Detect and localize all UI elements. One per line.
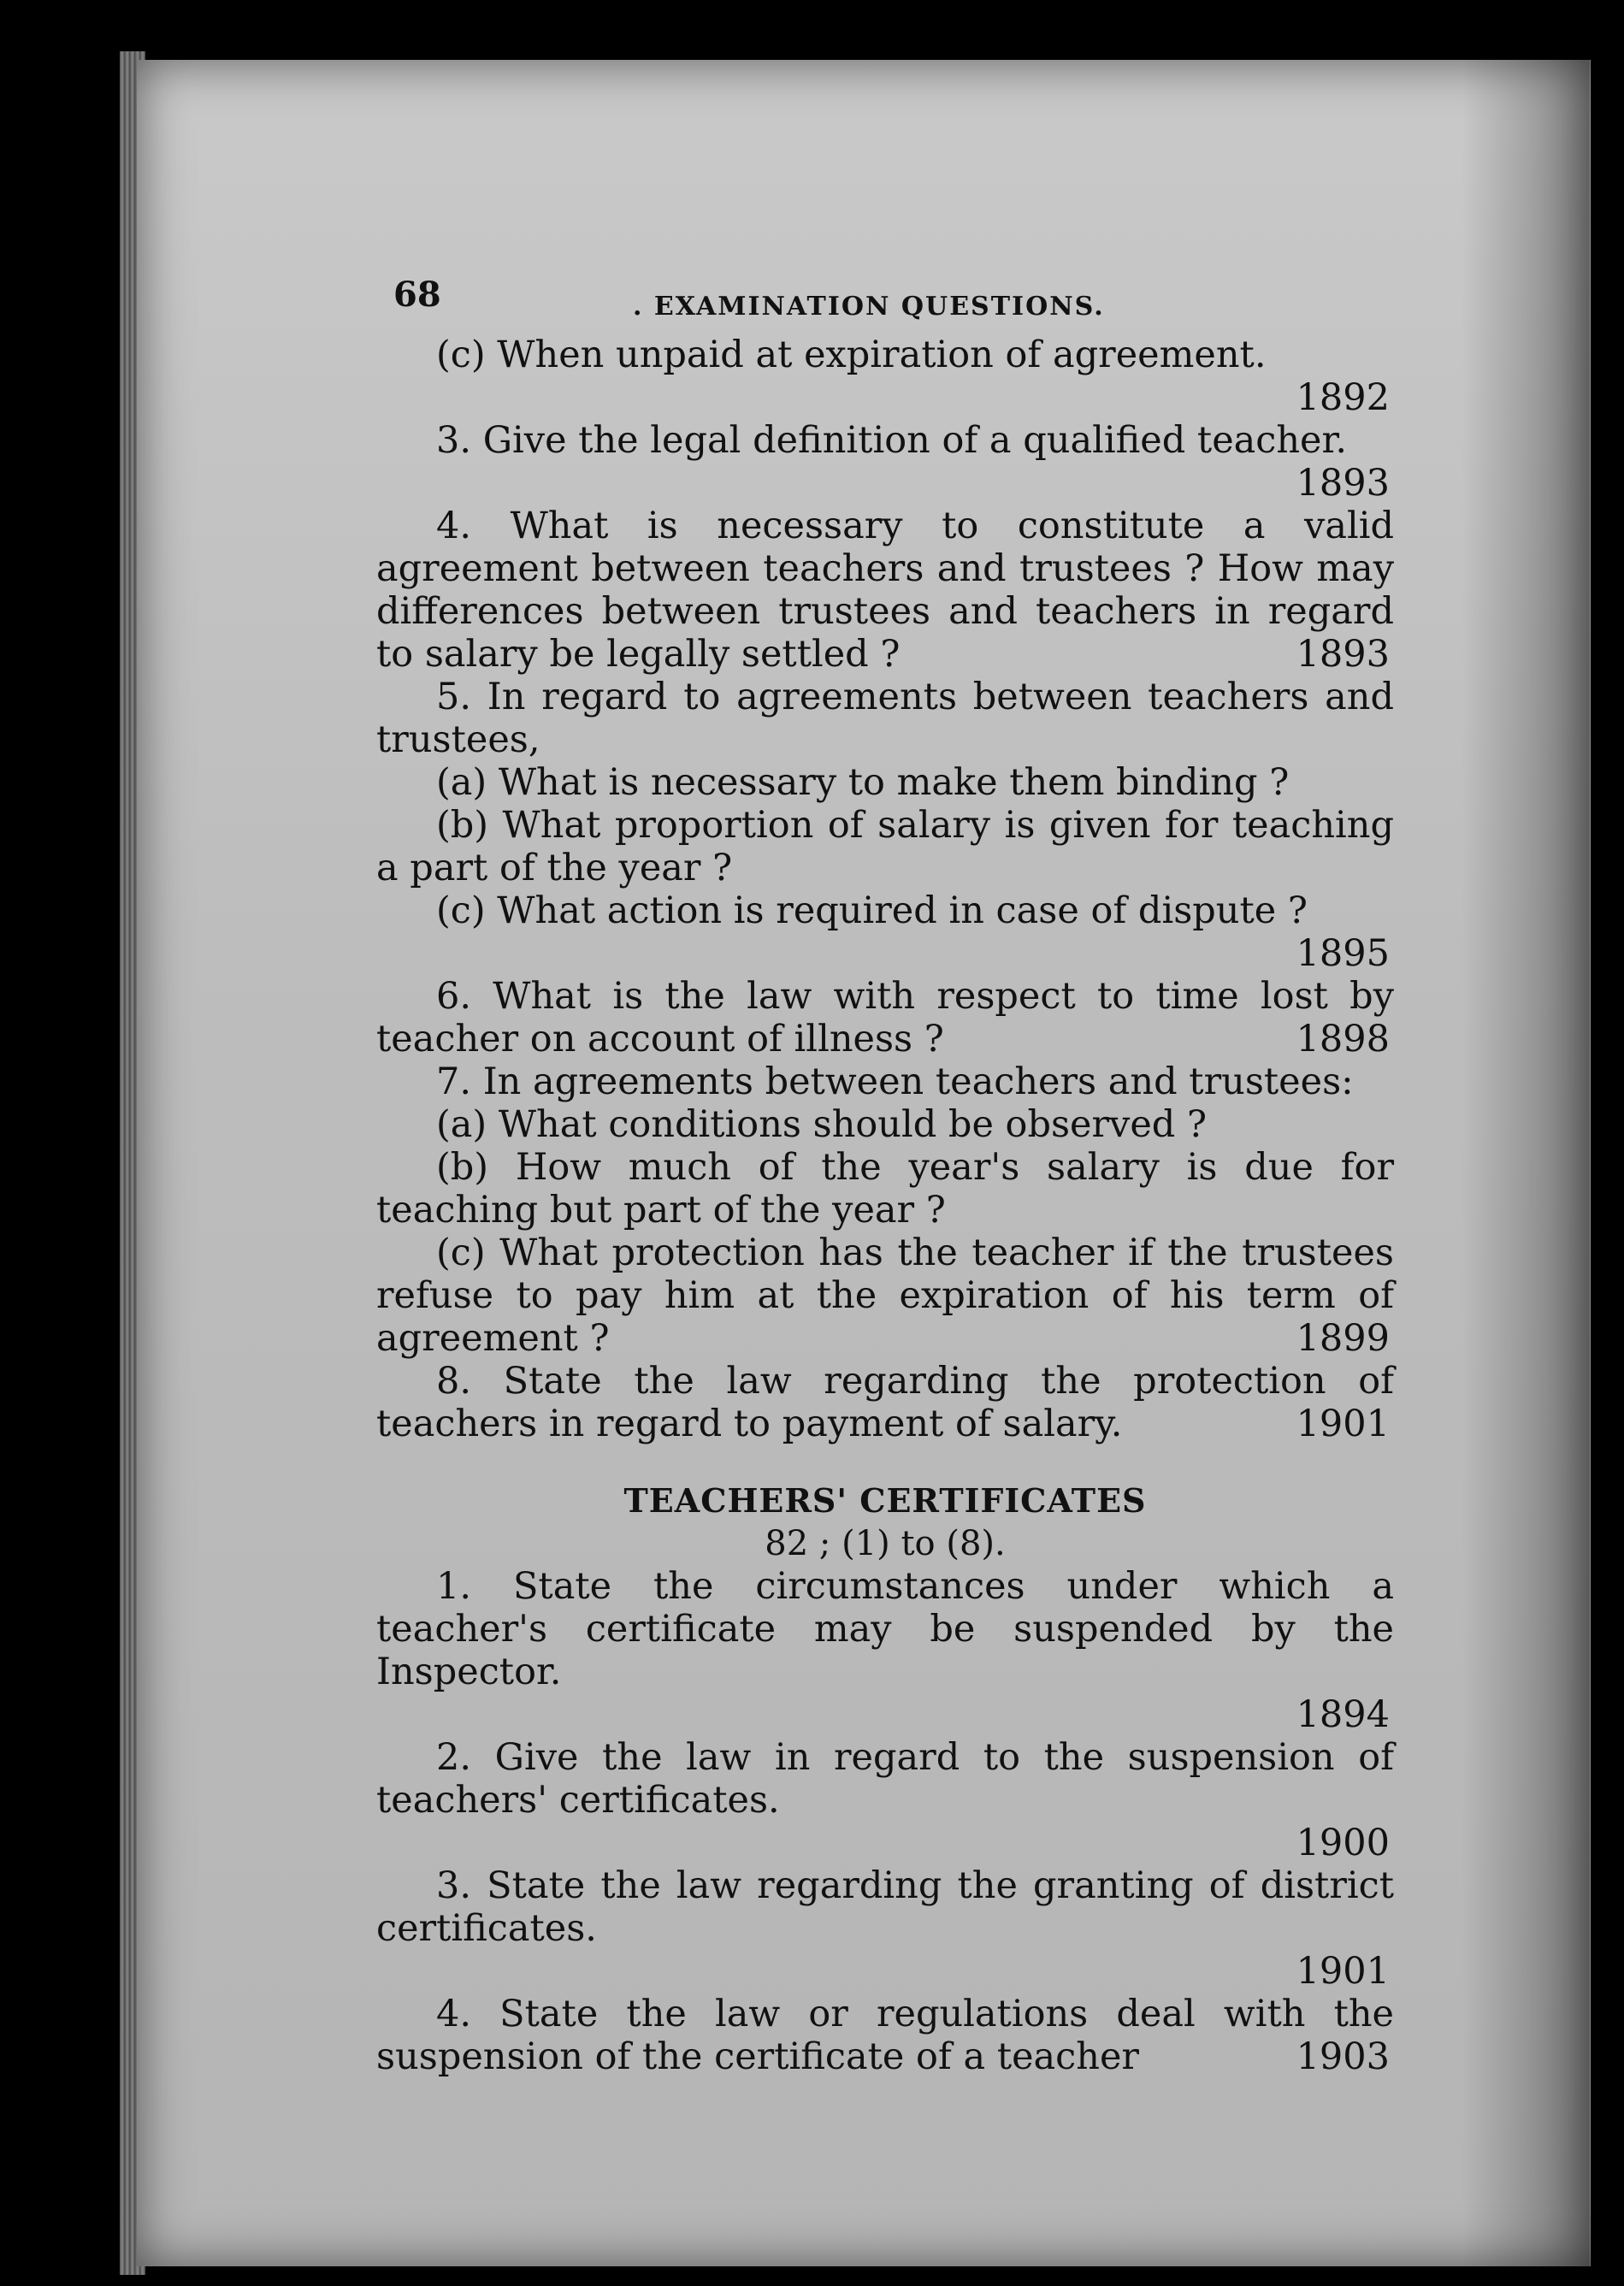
question-subitem: (b) What proportion of salary is given for teaching a part of the year ? (376, 804, 1394, 889)
question-year: 1893 (1296, 462, 1390, 505)
section-certificates (376, 1480, 1394, 2078)
question-year: 1903 (1296, 2035, 1390, 2078)
page-text (376, 265, 1394, 2078)
running-head (376, 265, 1394, 334)
question-year: 1898 (1296, 1018, 1390, 1060)
question-year: 1893 (1296, 633, 1390, 676)
question-item: 3. Give the legal definition of a qualified teacher. (436, 419, 1348, 462)
running-title: . EXAMINATION QUESTIONS. (633, 292, 1105, 322)
section-title: TEACHERS' CERTIFICATES (623, 1481, 1147, 1520)
question-item: 2. Give the law in regard to the suspension of teachers' certificates. (376, 1736, 1394, 1822)
page-shadow (1462, 60, 1590, 2266)
question-subitem: (b) How much of the year's salary is due for teaching but part of the year ? (376, 1146, 1394, 1232)
question-item: 7. In agreements between teachers and trustees: (436, 1060, 1354, 1103)
question-subitem: (a) What is necessary to make them binding ? (436, 761, 1290, 804)
question-item: 4. What is necessary to constitute a valid agreement between teachers and trustees ? How may differences between trustees and teachers in regard to salary be legally settled ? 1893 (376, 505, 1394, 676)
question-subitem: (a) What conditions should be observed ? (436, 1103, 1208, 1146)
question-year: 1894 (1296, 1693, 1390, 1736)
question-year: 1900 (1296, 1822, 1390, 1864)
page-number: 68 (393, 275, 441, 315)
question-item: 1. State the circumstances under which a teacher's certificate may be suspended by the Inspector. (376, 1565, 1394, 1693)
question-item: 4. State the law or regulations deal with the suspension of the certificate of a teacher 1903 (376, 1993, 1394, 2078)
question-year: 1892 (1296, 376, 1390, 419)
question-item: 6. What is the law with respect to time lost by teacher on account of illness ? 1898 (376, 975, 1394, 1060)
section-subtitle: 82 ; (1) to (8). (765, 1524, 1006, 1563)
question-item: (c) When unpaid at expiration of agreement. (436, 334, 1267, 376)
question-subitem: (c) What action is required in case of dispute ? (436, 889, 1308, 932)
question-year: 1899 (1296, 1317, 1390, 1360)
question-year: 1901 (1296, 1950, 1390, 1993)
question-item: 5. In regard to agreements between teachers and trustees, (376, 676, 1394, 761)
question-year: 1895 (1296, 932, 1390, 975)
question-year: 1901 (1296, 1403, 1390, 1445)
question-subitem: (c) What protection has the teacher if the trustees refuse to pay him at the expiration of his term of agreement ? 1899 (376, 1232, 1394, 1360)
question-item: 3. State the law regarding the granting of district certificates. (376, 1864, 1394, 1950)
question-item: 8. State the law regarding the protection of teachers in regard to payment of salary. 1901 (376, 1360, 1394, 1445)
section-agreements (376, 334, 1394, 1445)
